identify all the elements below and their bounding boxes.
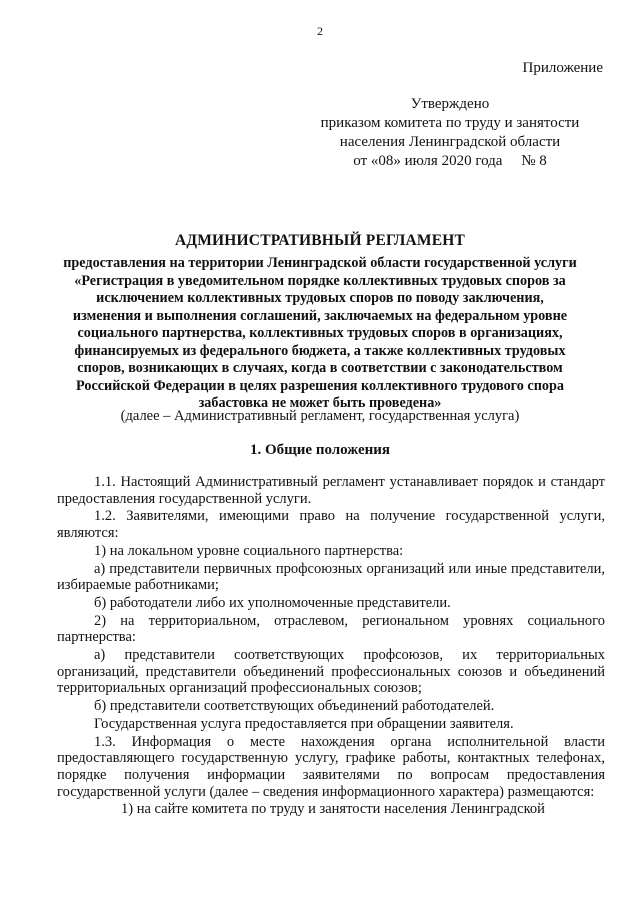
paragraph: Государственная услуга предоставляется при обращении заявителя. (94, 715, 514, 732)
subtitle-line: изменения и выполнения соглашений, заключаемых на федеральном уровне (72, 307, 568, 324)
approval-line: Утверждено (410, 96, 490, 112)
document-title: АДМИНИСТРАТИВНЫЙ РЕГЛАМЕНТ (174, 232, 466, 249)
approval-date-line: от «08» июля 2020 года № 8 (353, 153, 547, 169)
paragraph: 2) на территориальном, отраслевом, региональном уровнях социального партнерства: (57, 612, 605, 646)
paragraph: 1) на локальном уровне социального партнерства: (94, 542, 404, 559)
subtitle-line: предоставления на территории Ленинградской области государственной услуги (63, 255, 577, 271)
subtitle-line: споров, возникающих в случаях, когда в соответствии с законодательством (77, 360, 563, 376)
paragraph: а) представители первичных профсоюзных организаций или иные представители, избираемые работниками; (57, 560, 605, 594)
paragraph: б) представители соответствующих объединений работодателей. (94, 698, 495, 715)
paragraph: а) представители соответствующих профсоюзов, их территориальных организаций, представители объединений профессиональных союзов и объединений территориальных организаций профессиональных союзов; (57, 647, 605, 697)
subtitle-line: социального партнерства, коллективных трудовых споров в организациях, (77, 325, 563, 341)
paragraph: 1) на сайте комитета по труду и занятости населения Ленинградской (121, 801, 545, 818)
paragraph: б) работодатели либо их уполномоченные представители. (94, 594, 451, 611)
paragraph: 1.2. Заявителями, имеющими право на получение государственной услуги, являются: (57, 508, 605, 542)
approval-line: приказом комитета по труду и занятости (320, 115, 580, 131)
subtitle-line: финансируемых из федерального бюджета, а также коллективных трудовых (74, 342, 566, 359)
appendix-label: Приложение (522, 60, 603, 76)
document-subtitle (60, 255, 580, 413)
paragraph: 1.3. Информация о месте нахождения органа исполнительной власти предоставляющего государственную услугу, графике работы, контактных телефонах, порядке получения информации заявителями по вопросам предоставления государственной услуги (далее – сведения информационного характера) размещаются: (57, 733, 605, 800)
subtitle-line: забастовка не может быть проведена» (198, 395, 442, 411)
document-body (57, 474, 605, 819)
page-number: 2 (317, 24, 323, 38)
subtitle-line: исключением коллективных трудовых споров по поводу заключения, (96, 290, 544, 306)
section-heading: 1. Общие положения (249, 442, 391, 458)
paragraph: 1.1. Настоящий Административный регламент устанавливает порядок и стандарт предоставления государственной услуги. (57, 474, 605, 507)
subtitle-line: Российской Федерации в целях разрешения коллективного трудового спора (76, 377, 564, 394)
abbreviation-note: (далее – Административный регламент, государственная услуга) (120, 408, 520, 424)
approval-block (300, 95, 600, 171)
subtitle-line: «Регистрация в уведомительном порядке коллективных трудовых споров за (74, 272, 566, 289)
approval-line: населения Ленинградской области (339, 134, 561, 150)
